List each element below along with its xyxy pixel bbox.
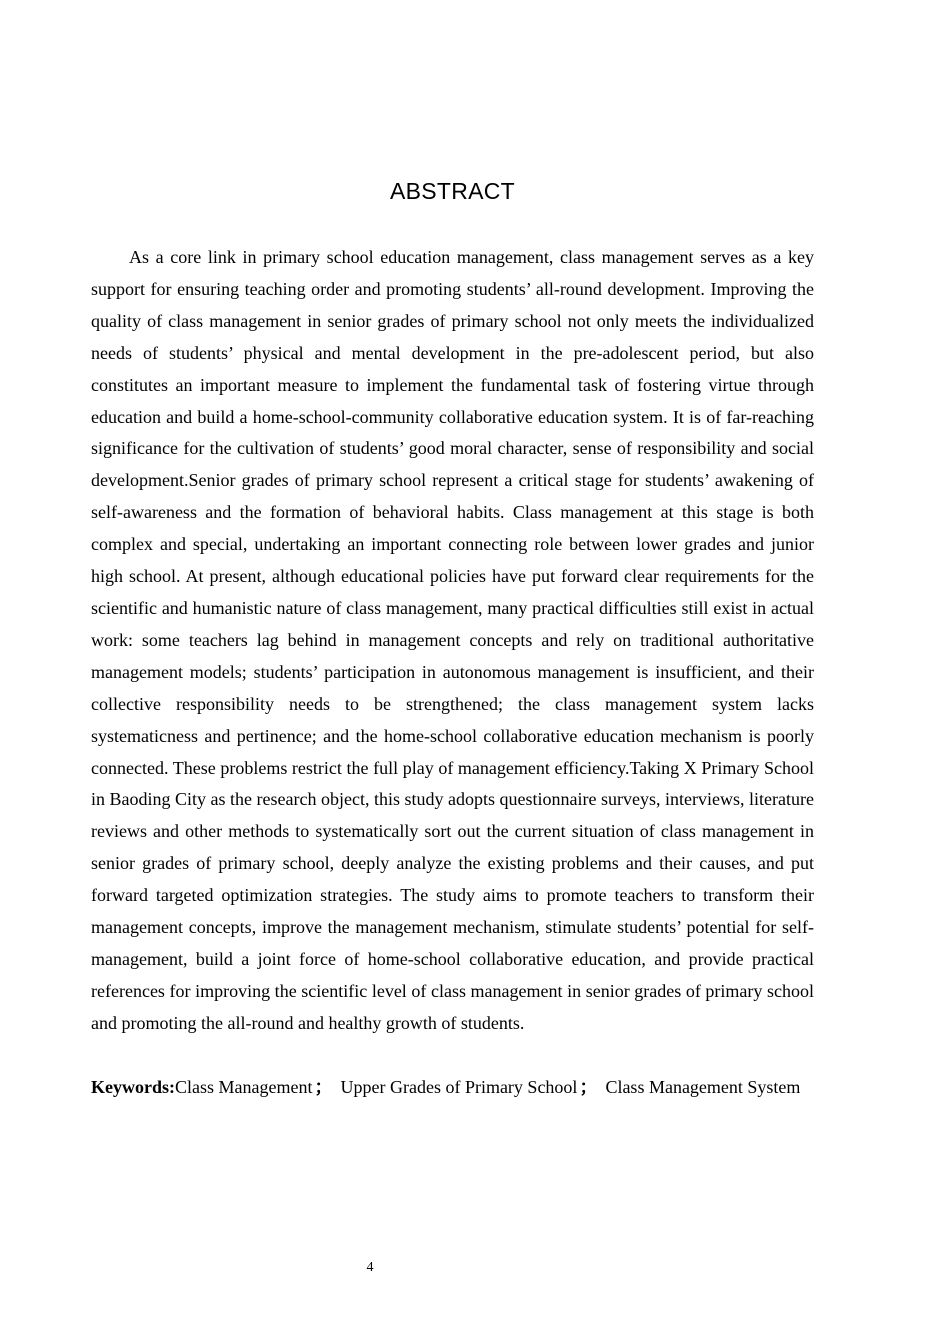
keyword-item: Class Management <box>175 1077 313 1097</box>
keyword-item: Class Management System <box>605 1077 801 1097</box>
keyword-item: Upper Grades of Primary School <box>340 1077 578 1097</box>
keywords-label: Keywords: <box>91 1077 175 1097</box>
page-number: 4 <box>366 1260 374 1275</box>
keyword-separator: ； <box>314 1077 333 1097</box>
keyword-separator: ； <box>579 1077 598 1097</box>
abstract-body: As a core link in primary school education management, class management serves as a key support for ensuring teaching order and promoting students’ all-round development. Improving the quality of class management in senior grades of primary school not only meets the individualized needs of students’ physical and mental development in the pre-adolescent period, but also constitutes an important measure to implement the fundamental task of fostering virtue through education and build a home-school-community collaborative education system. It is of far-reaching significance for the cultivation of students’ good moral character, sense of responsibility and social development.Senior grades of primary school represent a critical stage for students’ awakening of self-awareness and the formation of behavioral habits. Class management at this stage is both complex and special, undertaking an important connecting role between lower grades and junior high school. At present, although educational policies have put forward clear requirements for the scientific and humanistic nature of class management, many practical difficulties still exist in actual work: some teachers lag behind in management concepts and rely on traditional authoritative management models; students’ participation in autonomous management is insufficient, and their collective responsibility needs to be strengthened; the class management system lacks systematicness and pertinence; and the home-school collaborative education mechanism is poorly connected. These problems restrict the full play of management efficiency.Taking X Primary School in Baoding City as the research object, this study adopts questionnaire surveys, interviews, literature reviews and other methods to systematically sort out the current situation of class management in senior grades of primary school, deeply analyze the existing problems and their causes, and put forward targeted optimization strategies. The study aims to promote teachers to transform their management concepts, improve the management mechanism, stimulate students’ potential for self-management, build a joint force of home-school collaborative education, and provide practical references for improving the scientific level of class management in senior grades of primary school and promoting the all-round and healthy growth of students. <box>91 247 814 1033</box>
abstract-title: ABSTRACT <box>389 178 516 204</box>
keywords-line <box>91 1072 814 1104</box>
